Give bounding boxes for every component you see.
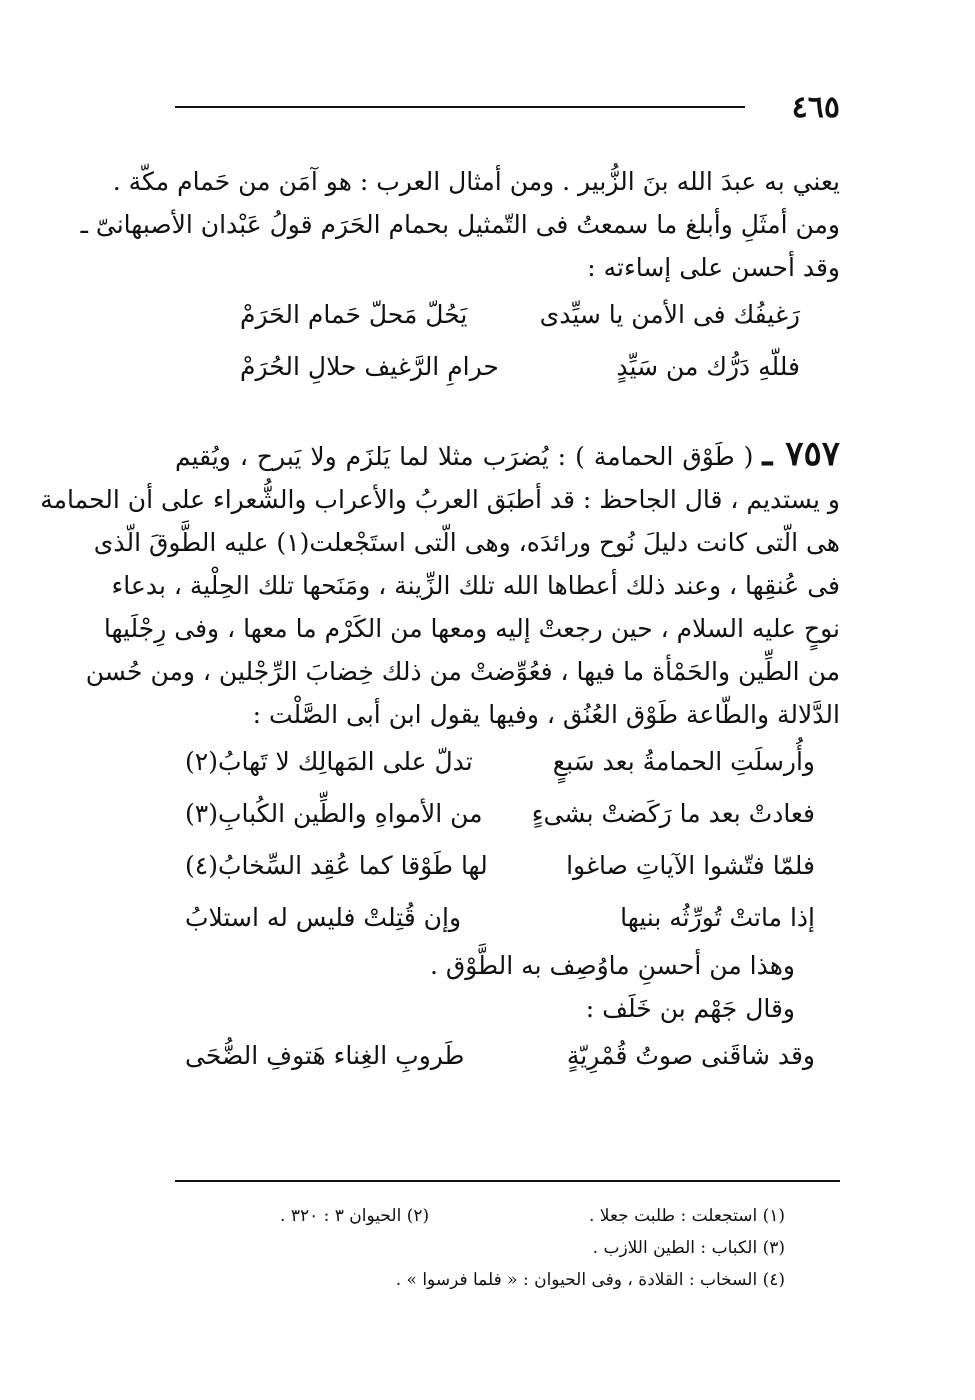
footnote-3: (٣) الكباب : الطين اللازب .	[592, 1238, 785, 1258]
section-heading	[175, 433, 840, 478]
text-line: يعني به عبدَ الله بنَ الزُّبير . ومن أمثال العرب : هو آمَن من حَمام مكّة .	[112, 167, 840, 196]
poem-verse	[175, 892, 840, 944]
footnote-row	[200, 1200, 785, 1232]
text-line: هى الّتى كانت دليلَ نُوح ورائدَه، وهى الّتى استَجْعلت(١) عليه الطَّوقَ الّذى	[93, 528, 840, 557]
verse-second-hemistich: من الأمواهِ والطِّين الكُبابِ(٣)	[185, 799, 483, 828]
footnote-1: (١) استجعلت : طلبت جعلا .	[589, 1206, 785, 1226]
poem-verse	[175, 289, 840, 341]
text-line: وهذا من أحسنِ ماوُصِف به الطَّوْق .	[429, 951, 795, 980]
verse-first-hemistich: رَغيفُك فى الأمن يا سيِّدى	[539, 300, 800, 329]
poem-verse	[175, 840, 840, 892]
section-first-line: ( طَوْق الحمامة ) : يُضرَب مثلا لما يَلزَم ولا يَبرح ، ويُقيم	[175, 442, 754, 471]
poem-verse	[175, 1030, 840, 1082]
text-line: وقال جَهْم بن خَلَف :	[585, 994, 795, 1023]
verse-first-hemistich: وقد شاقَنى صوتُ قُمْرِيّةٍ	[566, 1041, 815, 1070]
footnote-2: (٢) الحيوان ٣ : ٣٢٠ .	[280, 1206, 430, 1226]
footnotes	[200, 1200, 785, 1296]
text-line: وقد أحسن على إساءته :	[587, 253, 840, 282]
verse-first-hemistich: فعادتْ بعد ما رَكَضتْ بشىءٍ	[531, 799, 815, 828]
footnote-rule	[175, 1180, 840, 1182]
verse-first-hemistich: وأُرسلَتِ الحمامةُ بعد سَبعٍ	[552, 747, 815, 776]
text-line: ومن أمثَلِ وأبلغ ما سمعتُ فى التّمثيل بحمام الحَرَم قولُ عَبْدان الأصبهانىّ ـ	[80, 210, 840, 239]
verse-second-hemistich: لها طَوْقا كما عُقِد السِّخابُ(٤)	[185, 851, 488, 880]
footnote-row	[200, 1232, 785, 1264]
poem-verse	[175, 788, 840, 840]
footnote-row	[200, 1264, 785, 1296]
page-body	[40, 160, 840, 1082]
verse-second-hemistich: تدلّ على المَهالِك لا تَهابُ(٢)	[185, 747, 473, 776]
verse-first-hemistich: فللّهِ دَرُّك من سَيِّدٍ	[616, 352, 800, 381]
header-rule	[175, 106, 745, 108]
verse-first-hemistich: إذا ماتتْ تُورِّثُه بنيها	[620, 903, 815, 932]
verse-first-hemistich: فلمّا فتّشوا الآياتِ صاغوا	[566, 851, 815, 880]
verse-second-hemistich: وإن قُتِلتْ فليس له استلابُ	[185, 903, 462, 932]
poem-verse	[175, 736, 840, 788]
section-number: ٧٥٧ ـ	[762, 434, 840, 474]
text-line: من الطِّين والحَمْأة ما فيها ، فعُوِّضتْ من ذلك خِضابَ الرِّجْلين ، ومن حُسن	[85, 657, 840, 686]
poem-verse	[175, 341, 840, 393]
verse-second-hemistich: يَحُلّ مَحلّ حَمام الحَرَمْ	[240, 300, 468, 329]
text-line: فى عُنقِها ، وعند ذلك أعطاها الله تلك الزِّينة ، ومَنَحها تلك الحِلْية ، بدعاء	[111, 571, 840, 600]
verse-second-hemistich: حرامِ الرَّغيف حلالِ الحُرَمْ	[240, 352, 499, 381]
page-header	[175, 88, 840, 128]
verse-second-hemistich: طَروبِ الغِناء هَتوفِ الضُّحَى	[185, 1041, 465, 1070]
text-line: الدَّلالة والطّاعة طَوْق العُنُق ، وفيها يقول ابن أبى الصَّلْت :	[252, 700, 840, 729]
page-number: ٤٦٥	[791, 90, 840, 125]
text-line: نوحٍ عليه السلام ، حين رجعتْ إليه ومعها من الكَرْم ما معها ، وفى رِجْلَيها	[103, 614, 840, 643]
text-line: و يستديم ، قال الجاحظ : قد أطبَق العربُ والأعراب والشُّعراء على أن الحمامة	[40, 485, 840, 514]
footnote-4: (٤) السخاب : القلادة ، وفى الحيوان : « فلما فرسوا » .	[395, 1270, 785, 1290]
